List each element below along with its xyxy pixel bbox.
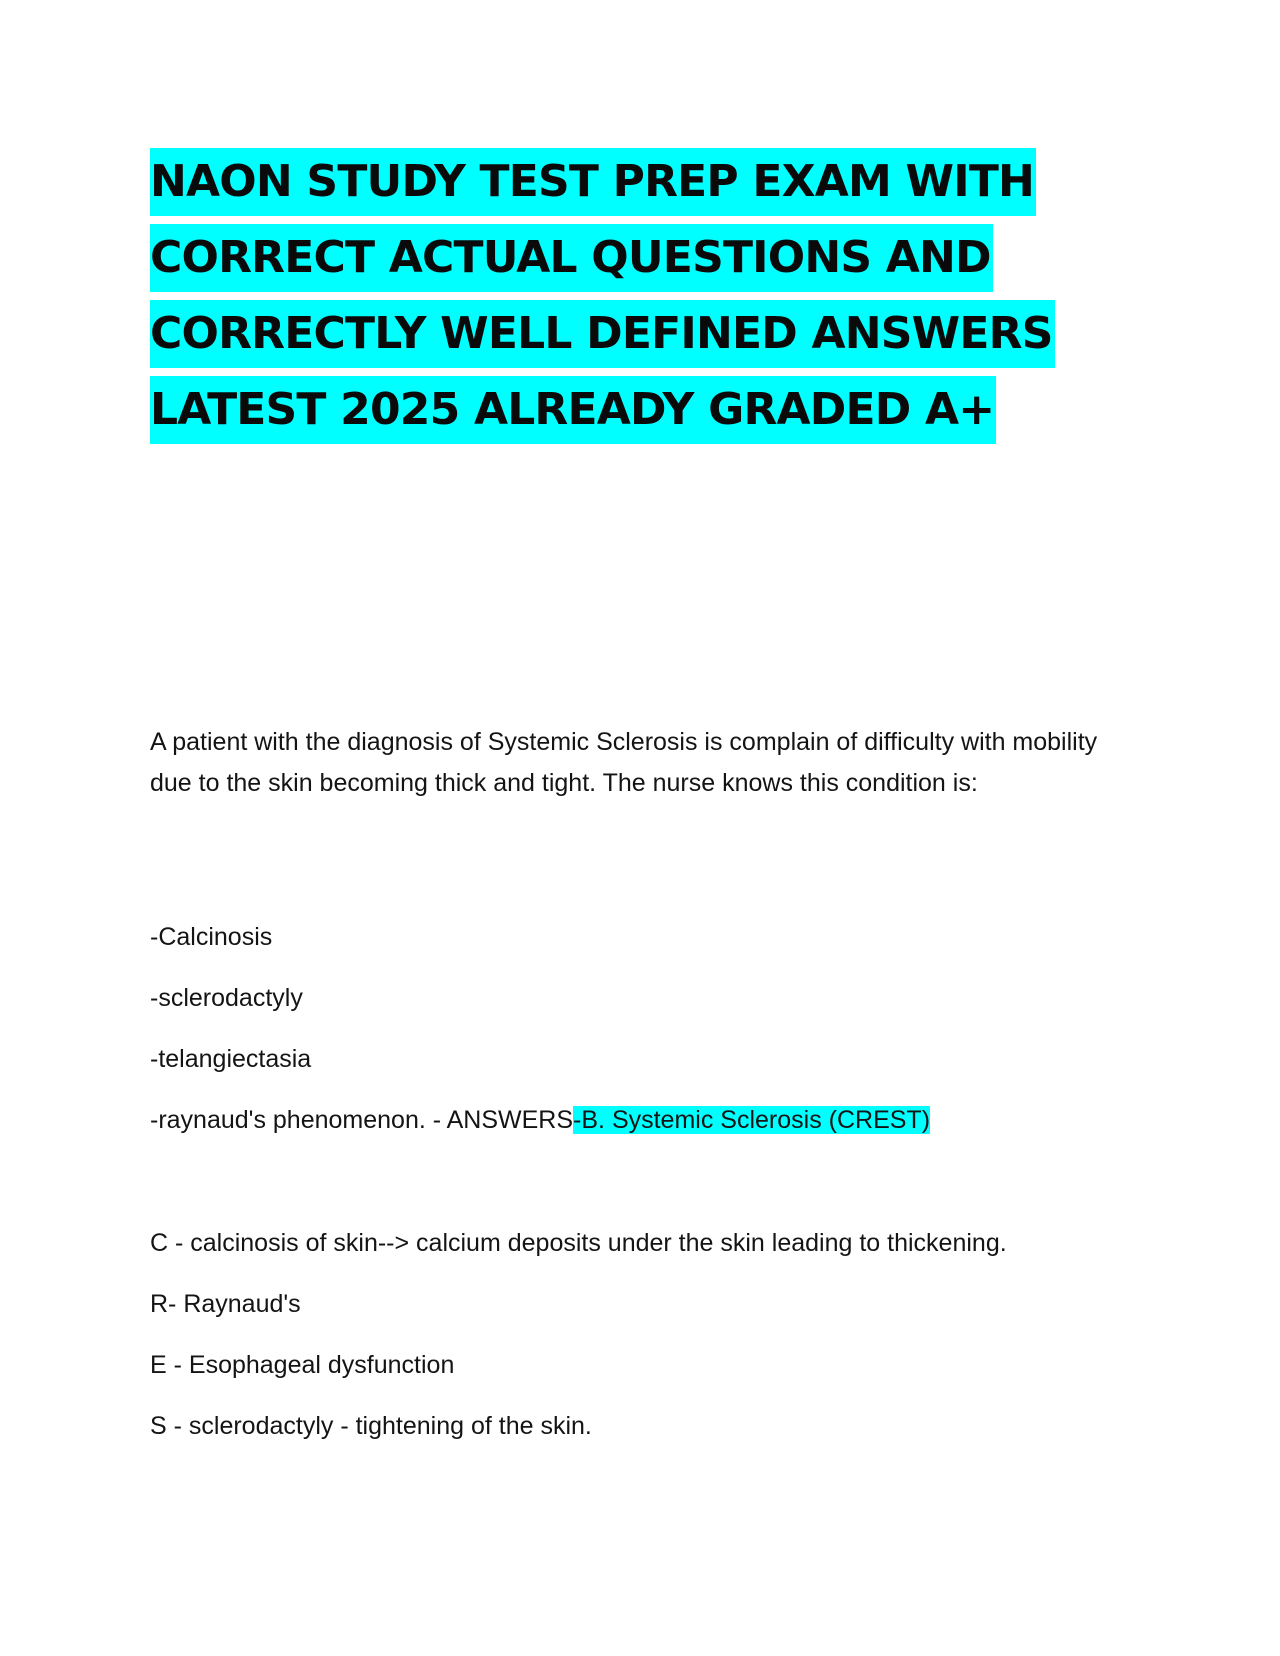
option-calcinosis: -Calcinosis <box>150 923 273 951</box>
answer-line <box>150 1103 930 1137</box>
explanation-e: E - Esophageal dysfunction <box>150 1351 455 1379</box>
title-line-4: LATEST 2025 ALREADY GRADED A+ <box>150 376 996 444</box>
option-telangiectasia: -telangiectasia <box>150 1045 312 1073</box>
option-sclerodactyly: -sclerodactyly <box>150 984 303 1012</box>
title-line-3: CORRECTLY WELL DEFINED ANSWERS <box>150 300 1055 368</box>
option-raynauds: -raynaud's phenomenon. - ANSWERS <box>150 1106 574 1134</box>
explanation-c: C - calcinosis of skin--> calcium deposits under the skin leading to thickening. <box>150 1229 1007 1257</box>
title-line-1: NAON STUDY TEST PREP EXAM WITH <box>150 148 1036 216</box>
explanation-r: R- Raynaud's <box>150 1290 301 1318</box>
correct-answer: -B. Systemic Sclerosis (CREST) <box>573 1106 931 1134</box>
explanation-s: S - sclerodactyly - tightening of the skin. <box>150 1412 592 1440</box>
question-text: A patient with the diagnosis of Systemic Sclerosis is complain of difficulty with mobility due to the skin becoming thick and tight. The nurse knows this condition is: <box>150 728 1098 797</box>
document-title <box>150 148 1053 452</box>
title-line-2: CORRECT ACTUAL QUESTIONS AND <box>150 224 993 292</box>
